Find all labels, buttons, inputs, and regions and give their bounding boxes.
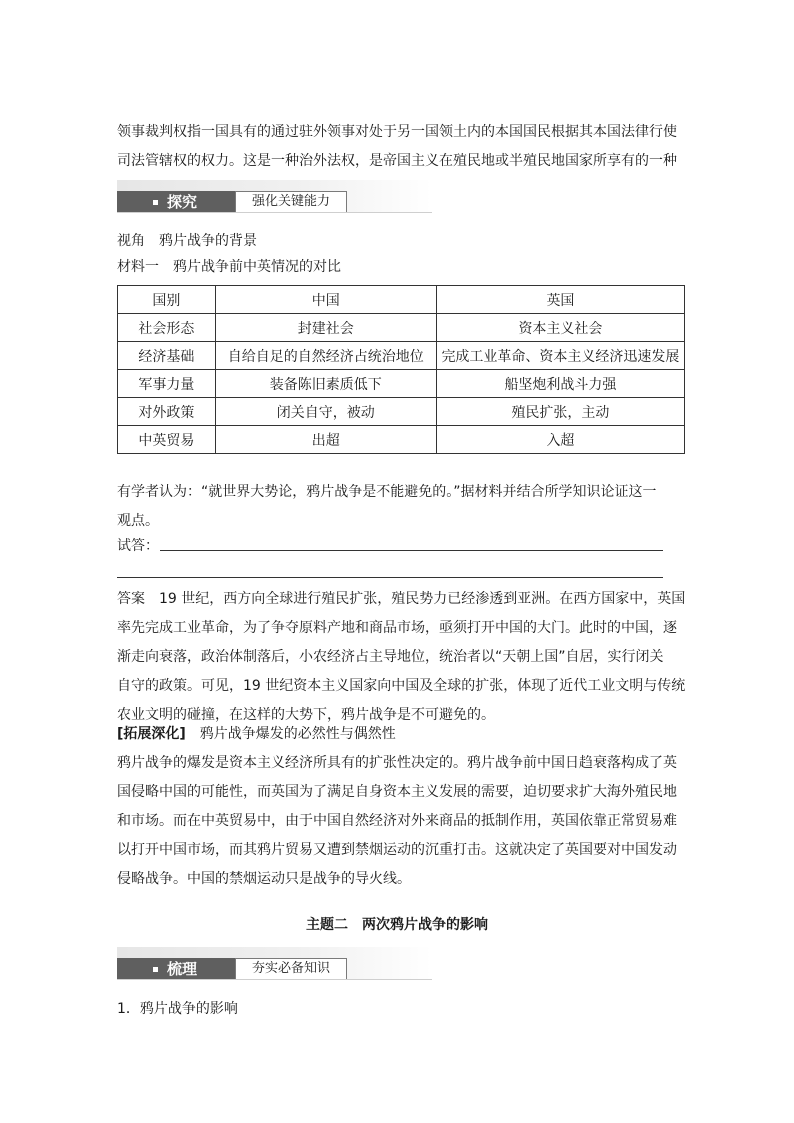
answer-line: 率先完成工业革命，为了争夺原料产地和商品市场，亟须打开中国的大门。此时的中国，逐: [117, 620, 677, 636]
table-cell: 装备陈旧素质低下: [215, 370, 436, 398]
extension-title: 鸦片战争爆发的必然性与偶然性: [185, 726, 396, 742]
table-cell: 军事力量: [118, 370, 216, 398]
material-heading: 材料一 鸦片战争前中英情况的对比: [117, 259, 341, 275]
intro-line: 领事裁判权指一国具有的通过驻外领事对处于另一国领土内的本国国民根据其本国法律行使: [117, 124, 677, 140]
banner-label-block: [117, 958, 235, 980]
extension-line: 和市场。而在中英贸易中，由于中国自然经济对外来商品的抵制作用，英国依靠正常贸易难: [117, 813, 677, 829]
table-cell: 殖民扩张，主动: [436, 398, 684, 426]
section-banner-review: [117, 947, 432, 980]
banner-rule: [117, 212, 432, 213]
answer-line: 农业文明的碰撞，在这样的大势下，鸦片战争是不可避免的。: [117, 707, 495, 723]
banner-label-block: [117, 191, 235, 213]
table-cell: 出超: [215, 426, 436, 454]
table-cell: 社会形态: [118, 314, 216, 342]
answer-line: 渐走向衰落，政治体制落后，小农经济占主导地位，统治者以“天朝上国”自居，实行闭关: [117, 649, 664, 665]
answer-blank-line[interactable]: [117, 577, 663, 578]
table-cell: 船坚炮利战斗力强: [436, 370, 684, 398]
extension-line: 侵略战争。中国的禁烟运动只是战争的导火线。: [117, 871, 411, 887]
square-bullet-icon: [153, 967, 158, 972]
table-row: [118, 314, 685, 342]
square-bullet-icon: [153, 200, 158, 205]
table-cell: 中英贸易: [118, 426, 216, 454]
extension-line: 鸦片战争的爆发是资本主义经济所具有的扩张性决定的。鸦片战争前中国日趋衰落构成了英: [117, 755, 677, 771]
banner-label: 探究: [167, 193, 198, 211]
intro-line: 司法管辖权的权力。这是一种治外法权，是帝国主义在殖民地或半殖民地国家所享有的一种: [117, 153, 677, 169]
extension-paragraph: [117, 720, 687, 894]
banner-subtitle: 夯实必备知识: [235, 958, 347, 980]
extension-line: 以打开中国市场，而其鸦片贸易又遭到禁烟运动的沉重打击。这就决定了英国要对中国发动: [117, 842, 677, 858]
banner-subtitle: 强化关键能力: [235, 191, 347, 213]
section-banner-explore: [117, 180, 432, 213]
banner-label: 梳理: [167, 960, 198, 978]
comparison-table: [117, 285, 685, 454]
table-cell: 资本主义社会: [436, 314, 684, 342]
perspective-heading: 视角 鸦片战争的背景: [117, 233, 257, 249]
question-line: 观点。: [117, 513, 159, 529]
table-cell: 国别: [118, 286, 216, 314]
extension-tag: [拓展深化]: [117, 726, 186, 742]
answer-line: 自守的政策。可见，19 世纪资本主义国家向中国及全球的扩张，体现了近代工业文明与传统: [117, 678, 686, 694]
banner-rule: [117, 979, 432, 980]
question-paragraph: [117, 478, 687, 536]
table-cell: 中国: [215, 286, 436, 314]
answer-blank-line[interactable]: [160, 550, 663, 551]
extension-line: 国侵略中国的可能性，而英国为了满足自身资本主义发展的需要，迫切要求扩大海外殖民地: [117, 784, 677, 800]
table-row: [118, 342, 685, 370]
table-row: [118, 286, 685, 314]
table-cell: 入超: [436, 426, 684, 454]
table-cell: 自给自足的自然经济占统治地位: [215, 342, 436, 370]
answer-label: 试答：: [117, 538, 159, 554]
question-line: 有学者认为：“就世界大势论，鸦片战争是不能避免的。”据材料并结合所学知识论证这一: [117, 484, 657, 500]
table-cell: 闭关自守，被动: [215, 398, 436, 426]
section-heading: 1．鸦片战争的影响: [117, 1001, 238, 1017]
theme-heading: 主题二 两次鸦片战争的影响: [306, 917, 488, 933]
table-cell: 英国: [436, 286, 684, 314]
answer-paragraph: [117, 585, 687, 730]
table-cell: 封建社会: [215, 314, 436, 342]
table-cell: 对外政策: [118, 398, 216, 426]
table-cell: 完成工业革命、资本主义经济迅速发展: [436, 342, 684, 370]
table-cell: 经济基础: [118, 342, 216, 370]
table-row: [118, 398, 685, 426]
extension-heading: [117, 720, 687, 749]
table-row: [118, 426, 685, 454]
table-row: [118, 370, 685, 398]
answer-line: 答案 19 世纪，西方向全球进行殖民扩张，殖民势力已经渗透到亚洲。在西方国家中，英国: [117, 591, 686, 607]
